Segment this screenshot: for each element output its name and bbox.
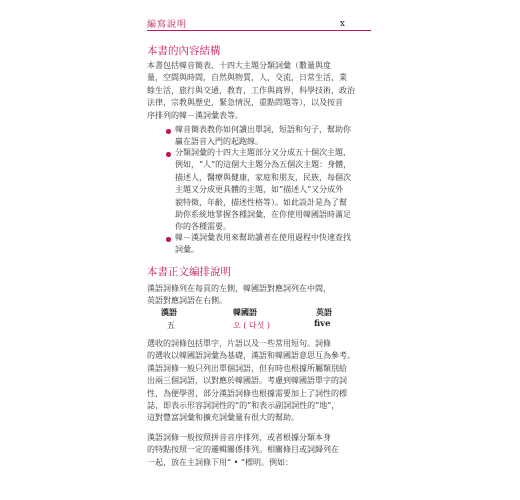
bullet-line: 韓－漢詞彙表用來幫助讀者在使用過程中快速查找 (175, 233, 351, 242)
structure-intro-line: 餘生活，旅行與交通，教育，工作與商界，科學技術，政治 (147, 85, 355, 95)
body-line: 漢語詞條一般只列出單個詞語，但有時也根據所屬類別給 (147, 363, 347, 373)
bullet-item (175, 232, 351, 257)
table-header-chinese: 漢語 (161, 308, 177, 317)
bullet-line: 詞彙。 (175, 245, 199, 255)
bullet-line: 主題又分成更具體的主題，如“描述人”又分成外 (175, 185, 344, 195)
section-heading-layout: 本書正文編排說明 (147, 266, 231, 278)
header-divider (147, 30, 371, 31)
table-cell-korean: 오 ( 다섯 ) (233, 321, 271, 330)
body-line: 這對豐富詞彙和擴充詞彙量有很大的幫助。 (147, 413, 299, 423)
bullet-line: 描述人，醫療與健康，家庭和朋友，民族，每個次 (175, 172, 351, 182)
body-line: 誌，即表示形容詞詞性的“的”和表示副詞詞性的“地”， (147, 401, 340, 411)
layout-intro-line: 漢語詞條列在每頁的左側，韓國語對應詞列在中間， (147, 284, 331, 293)
table-header-korean: 韓國語 (233, 308, 257, 317)
page-number: x (339, 19, 345, 29)
bullet-icon (166, 129, 171, 134)
structure-intro (147, 60, 355, 122)
bullet-item (175, 147, 351, 234)
bullet-line: 助你系統地掌握各種詞彙，在你使用韓國語時滿足 (175, 210, 351, 220)
body-line: 一起，放在主詞條下用“ • ”標明。例如： (147, 457, 293, 467)
bullet-line: 貌特徵，年齡，描述性格等）。如此設計是為了幫 (175, 197, 347, 207)
layout-body-entries (147, 338, 355, 425)
layout-intro (147, 283, 331, 308)
page-header (147, 17, 371, 32)
layout-intro-line: 英語對應詞語在右側。 (147, 296, 227, 306)
structure-intro-line: 序排列的韓－漢詞彙表等。 (147, 110, 243, 120)
body-line: 的特點按照一定的邏輯關係排列。相關條目或詞歸列在 (147, 445, 339, 455)
bullet-icon (166, 152, 171, 157)
table-cell-chinese: 五 (167, 321, 175, 330)
bullet-line: 你的各種需要。 (175, 222, 231, 232)
table-cell-english: five (314, 319, 331, 329)
bullet-line: 例如，“人”的這個大主題分為五個次主題：身體， (175, 160, 352, 170)
table-header-english: 英語 (316, 308, 332, 317)
bullet-item (175, 124, 351, 149)
body-line: 選收的詞條包括單字，片語以及一些常用短句。詞條 (147, 339, 331, 348)
body-line: 出兩三個詞語，以對應於韓國語。考慮到韓國語單字的詞 (147, 376, 347, 386)
structure-intro-line: 法律，宗教與歷史，緊急情況，重點問題等），以及按音 (147, 98, 343, 108)
body-line: 性，為便學習，部分漢語詞條也根據需要加上了詞性的標 (147, 388, 347, 398)
bullet-icon (166, 237, 171, 242)
section-heading-structure: 本書的內容結構 (147, 45, 221, 57)
body-line: 漢語詞條一般按照拼音音序排列，或者根據分類本身 (147, 433, 331, 442)
bullet-line: 韓音簡表教你如何讀出單詞，短語和句子，幫助你 (175, 125, 351, 134)
layout-body-ordering (147, 432, 339, 469)
header-title: 編寫說明 (147, 20, 188, 30)
structure-intro-line: 本書包括韓音簡表、十四大主題分類詞彙（數量與度 (147, 61, 331, 70)
structure-intro-line: 量，空間與時間，自然與物質，人，交流，日常生活，業 (147, 73, 347, 83)
bullet-line: 分類詞彙的十四大主題部分又分成五十個次主題， (175, 148, 351, 157)
body-line: 的選收以韓國語詞彙為基礎，漢語和韓國語意思互為參考。 (147, 351, 355, 361)
bullet-line: 贏在語音入門的起跑線。 (175, 137, 263, 147)
